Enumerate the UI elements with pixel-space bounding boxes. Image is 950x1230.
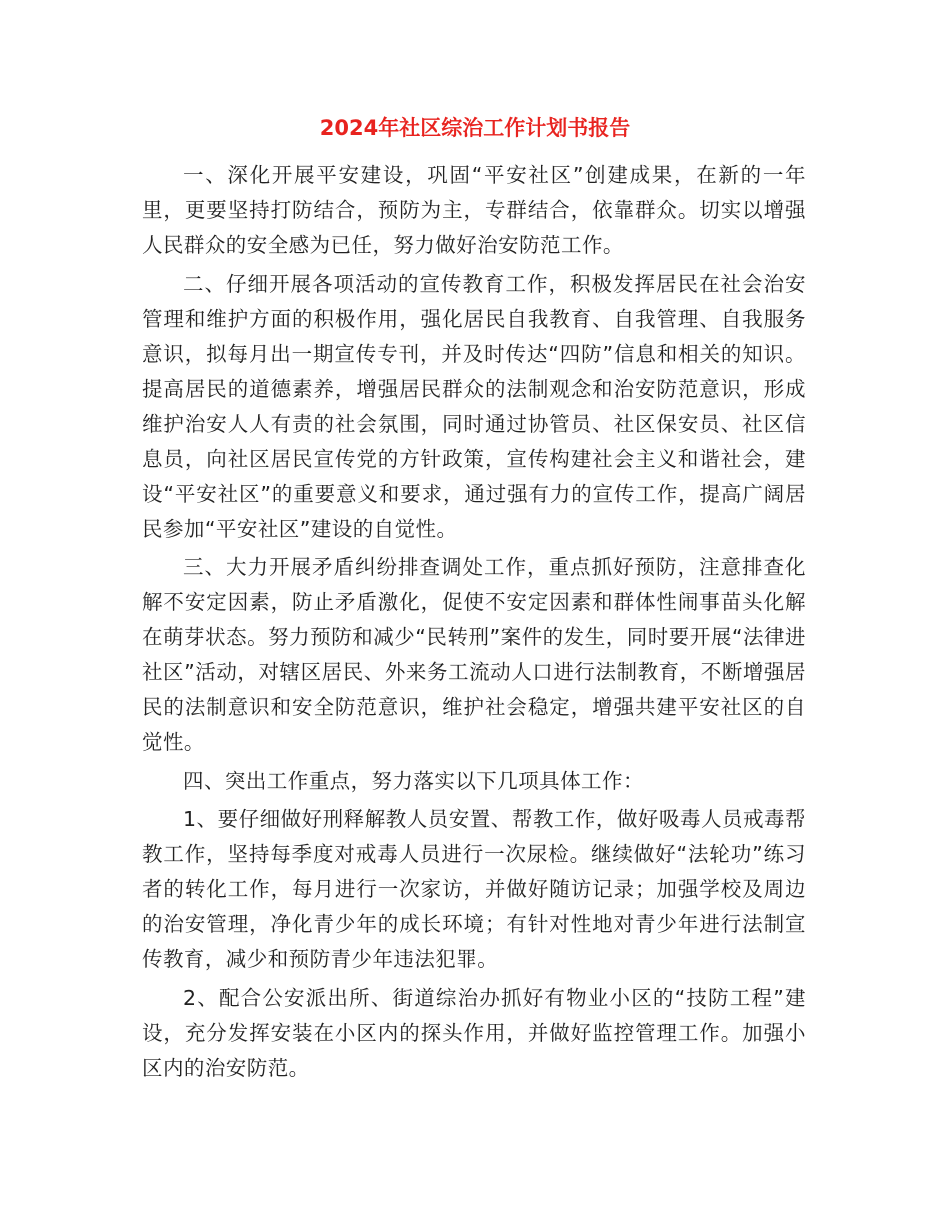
paragraph-2: 二、仔细开展各项活动的宣传教育工作，积极发挥居民在社会治安管理和维护方面的积极作用，强化居民自我教育、自我管理、自我服务意识，拟每月出一期宣传专刊，并及时传达“四防”信息和相关的知识。提高居民的道德素养，增强居民群众的法制观念和治安防范意识，形成维护治安人人有责的社会氛围，同时通过协管员、社区保安员、社区信息员，向社区居民宣传党的方针政策，宣传构建社会主义和谐社会，建设“平安社区”的重要意义和要求，通过强有力的宣传工作，提高广阔居民参加“平安社区”建设的自觉性。: [142, 271, 806, 541]
paragraph-1: 一、深化开展平安建设，巩固“平安社区”创建成果，在新的一年里，更要坚持打防结合，预防为主，专群结合，依靠群众。切实以增强人民群众的安全感为已任，努力做好治安防范工作。: [142, 163, 806, 257]
paragraph-5: 1、要仔细做好刑释解教人员安置、帮教工作，做好吸毒人员戒毒帮教工作，坚持每季度对戒毒人员进行一次尿检。继续做好“法轮功”练习者的转化工作，每月进行一次家访，并做好随访记录；加强学校及周边的治安管理，净化青少年的成长环境；有针对性地对青少年进行法制宣传教育，减少和预防青少年违法犯罪。: [142, 807, 806, 971]
document-body: [142, 158, 806, 1089]
document-title: 2024年社区综治工作计划书报告: [319, 116, 631, 140]
paragraph-4: 四、突出工作重点，努力落实以下几项具体工作：: [183, 768, 644, 793]
paragraph-3: 三、大力开展矛盾纠纷排查调处工作，重点抓好预防，注意排查化解不安定因素，防止矛盾激化，促使不安定因素和群体性闹事苗头化解在萌芽状态。努力预防和减少“民转刑”案件的发生，同时要开展“法律进社区”活动，对辖区居民、外来务工流动人口进行法制教育，不断增强居民的法制意识和安全防范意识，维护社会稳定，增强共建平安社区的自觉性。: [142, 555, 806, 754]
paragraph-6: 2、配合公安派出所、街道综治办抓好有物业小区的“技防工程”建设，充分发挥安装在小区内的探头作用，并做好监控管理工作。加强小区内的治安防范。: [142, 985, 806, 1080]
